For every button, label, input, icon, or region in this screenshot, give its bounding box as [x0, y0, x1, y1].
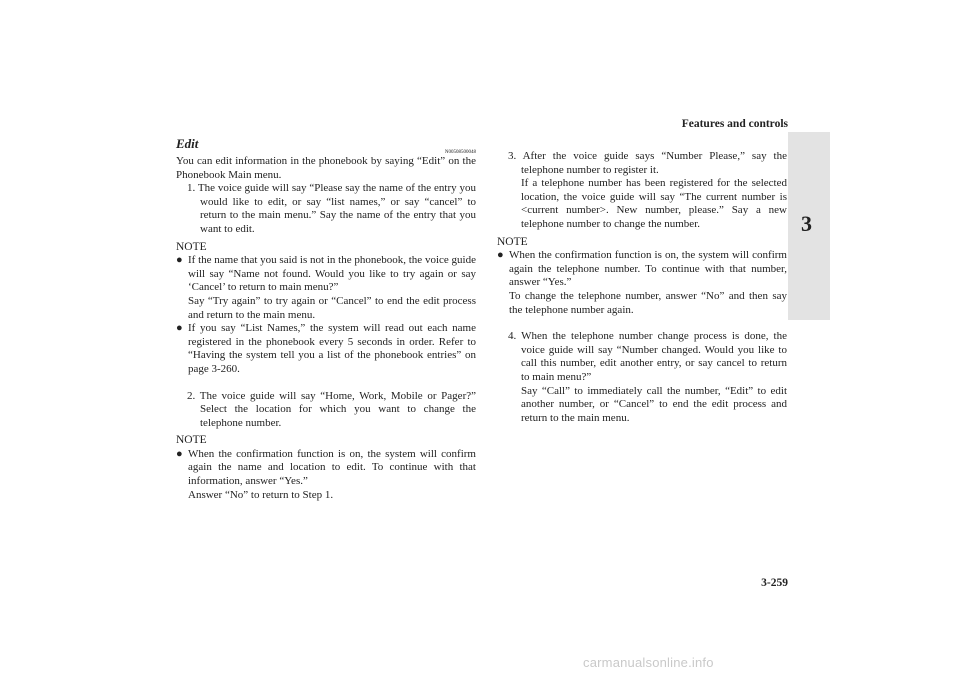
running-header: Features and controls [681, 118, 788, 130]
step-3 [497, 150, 787, 232]
note-text: When the confirmation function is on, the system will confirm again the name and location to edit. To continue with that information, answer “Yes.” [188, 447, 476, 488]
section-title: Edit [176, 136, 199, 151]
page-number: 3-259 [761, 577, 788, 589]
step-4 [497, 330, 787, 425]
note-bullet [176, 254, 476, 322]
chapter-tab-number: 3 [801, 211, 812, 236]
note-text: Answer “No” to return to Step 1. [188, 488, 334, 501]
step-text: 4. When the telephone number change process is done, the voice guide will say “Number changed. Would you like to call this number, edit another entry, or say cancel to return to main menu?” [508, 330, 787, 383]
note-bullet [497, 249, 787, 317]
left-column [176, 137, 476, 502]
intro-paragraph: You can edit information in the phonebook by saying “Edit” on the Phonebook Main menu. [176, 155, 476, 181]
note-text: When the confirmation function is on, the system will confirm again the telephone number. To continue with that number, answer “Yes.” [509, 249, 787, 289]
note-text: If you say “List Names,” the system will read out each name registered in the phonebook every 5 seconds in order. Refer to “Having the system tell you a list of the phonebook entries” on page 3-260. [188, 322, 476, 375]
bullet-icon: ● [497, 249, 504, 262]
bullet-icon: ● [176, 322, 183, 335]
note-label: NOTE [176, 240, 207, 253]
step-1: 1. The voice guide will say “Please say the name of the entry you would like to edit, or say “list names,” or say “cancel” to return to the main menu.” Say the name of the entry that you want to edit. [187, 182, 476, 235]
step-2: 2. The voice guide will say “Home, Work, Mobile or Pager?” Select the location for which you want to change the telephone number. [187, 389, 476, 429]
bullet-icon: ● [176, 254, 183, 267]
step-text: Say “Call” to immediately call the number, “Edit” to edit another number, or “Cancel” to end the edit process and return to the main menu. [521, 384, 787, 424]
right-column [497, 150, 787, 425]
section-code: N00508500048 [444, 150, 476, 155]
step-text: If a telephone number has been registered for the selected location, the voice guide will say “The current number is <current number>. New number, please.” Say a new telephone number to change the number. [521, 177, 787, 230]
note-label: NOTE [176, 434, 207, 447]
note-text: If the name that you said is not in the phonebook, the voice guide will say “Name not found. Would you like to try again or say ‘Cancel’ to return to main menu?” [188, 254, 476, 294]
note-bullet [176, 448, 476, 502]
bullet-icon: ● [176, 447, 183, 460]
watermark: carmanualsonline.info [583, 655, 714, 670]
note-bullet [176, 322, 476, 376]
note-text: To change the telephone number, answer “No” and then say the telephone number again. [509, 289, 787, 316]
note-text: Say “Try again” to try again or “Cancel” to end the edit process and return to the main menu. [188, 294, 476, 321]
step-text: 3. After the voice guide says “Number Please,” say the telephone number to register it. [508, 150, 787, 176]
section-heading [176, 137, 476, 155]
note-label: NOTE [497, 235, 528, 248]
